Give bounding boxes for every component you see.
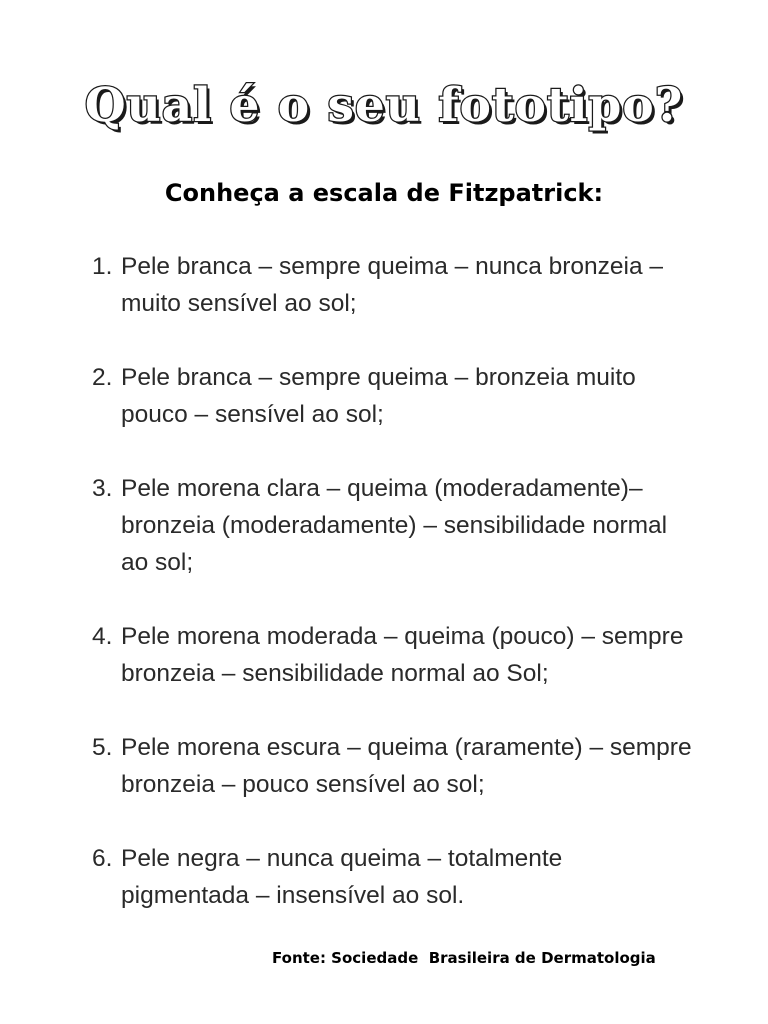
page-title: Qual é o seu fototipo? xyxy=(84,78,684,133)
list-item xyxy=(92,359,692,433)
list-item-text: Pele branca – sempre queima – nunca bronzeia – muito sensível ao sol; xyxy=(121,253,664,317)
list-item-text: Pele branca – sempre queima – bronzeia muito pouco – sensível ao sol; xyxy=(121,364,636,428)
list-item-number: 6. xyxy=(92,845,113,872)
list-item-number: 3. xyxy=(92,475,113,502)
list-item-number: 2. xyxy=(92,364,113,391)
list-item xyxy=(92,729,692,803)
source-citation: Fonte: Sociedade Brasileira de Dermatologia xyxy=(272,949,656,967)
fitzpatrick-scale-list xyxy=(92,248,692,951)
list-item-number: 4. xyxy=(92,623,113,650)
list-item-number: 1. xyxy=(92,253,113,280)
page-subtitle: Conheça a escala de Fitzpatrick: xyxy=(164,179,604,207)
list-item-text: Pele negra – nunca queima – totalmente pigmentada – insensível ao sol. xyxy=(121,845,563,909)
list-item-text: Pele morena moderada – queima (pouco) – sempre bronzeia – sensibilidade normal ao Sol; xyxy=(121,623,684,687)
list-item-number: 5. xyxy=(92,734,113,761)
list-item xyxy=(92,248,692,322)
list-item xyxy=(92,470,692,581)
list-item-text: Pele morena clara – queima (moderadamente)– bronzeia (moderadamente) – sensibilidade normal ao sol; xyxy=(121,475,668,576)
list-item xyxy=(92,840,692,914)
list-item-text: Pele morena escura – queima (raramente) – sempre bronzeia – pouco sensível ao sol; xyxy=(121,734,692,798)
list-item xyxy=(92,618,692,692)
